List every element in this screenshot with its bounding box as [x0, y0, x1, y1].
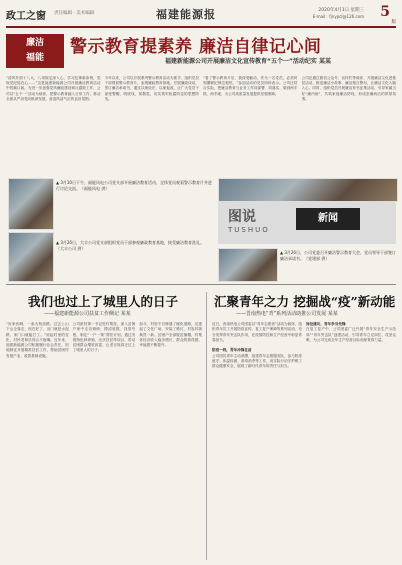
- lead-col-2: 今年以来，公司以开展系列警示教育活动为抓手，组织党员干部观看警示教育片，参观廉政教育基地，开展廉政谈话，签订廉洁承诺书，通过以案说法、以案促改，让广大党员干部受警醒、明底线、知敬畏，切实筑牢拒腐防变的思想防线。: [104, 76, 199, 101]
- issue-date: 2020年4月1日 星期三: [318, 8, 364, 13]
- left-col-1: “好家伙啊，一条大柏油路，过去上山下山全靠走，现在好了，出门就是水泥路，家门口就能打工。”说起村里的变化，村民老林乐得合不拢嘴。近年来，福建新能源公司积极履行社会责任，因地制宜开展精准扶贫工作，帮助贫困村发展产业、改善基础设施。: [6, 322, 69, 358]
- photo-1-caption: ▲ 3月10日下午，福能风电公司党支部开展廉洁教育活动，全体党员观看警示教育片并进行讨论交流。（福能风电 供）: [56, 180, 212, 191]
- logo-line2: 福能: [25, 53, 44, 63]
- photo-3: [218, 248, 278, 282]
- tushuo-tag: 新闻: [296, 208, 360, 230]
- left-col-3: 如今，村里不仅修通了硬化道路，还建起了文化广场、安装了路灯，村容村貌焕然一新。贫困户全部脱贫摘帽，村集体经济收入稳步增长，群众的获得感、幸福感不断提升。: [139, 322, 203, 348]
- section-divider: [6, 284, 396, 285]
- photo-2: [8, 232, 54, 282]
- right-subheading-2: 岗位建功，青年争当先锋: [306, 322, 346, 326]
- column-logo: [6, 34, 64, 68]
- right-article-body: [212, 322, 396, 560]
- right-article-subheadline: ——晋南热电“青”系列活动助推公司发展 某某: [236, 311, 338, 317]
- lead-col-4: 公司还通过微信公众号、宣传栏等载体，开展廉洁文化进基层活动，推送廉洁小故事、廉洁格言警句，让廉洁文化入脑入心。同时，组织党员开展廉洁家书征集活动，引导家属当好“廉内助”，共筑家庭廉洁防线，形成崇廉尚洁的浓厚氛围。: [301, 76, 396, 101]
- tushuo-english: TUSHUO: [228, 226, 270, 234]
- paper-name: 福建能源报: [156, 8, 216, 21]
- right-col-1b-text: 公司团员青年主动请缨，组建青年志愿服务队，参与防疫值守、体温检测、消毒消杀等工作，用实际行动守护职工群众健康安全，展现了新时代青年的责任与担当。: [212, 353, 302, 369]
- editor-line: 责任编辑 · 美术编辑: [54, 11, 95, 16]
- right-col-1: [212, 322, 302, 560]
- right-subheading-1: 防疫一线，青年冲锋在前: [212, 348, 252, 353]
- right-col-2: [306, 322, 396, 560]
- lead-col-3: “看了警示教育片后，我深受触动，作为一名党员，必须时刻绷紧纪律这根弦。”参加活动的党员纷纷表示。公司还结合实际，把廉洁教育与业务工作同部署、同落实，做到两手抓、两手硬，为公司高质量发展提供坚强保障。: [203, 76, 298, 96]
- left-article-headline: 我们也过上了城里人的日子: [28, 294, 179, 309]
- right-col-1-text: 近日，晋南热电公司团委以“青年志愿者”活动为载体，组织青年员工开展防疫宣传、复工复产保障等系列活动，充分发挥青年突击队作用，在疫情防控和生产经营中彰显青春担当。: [212, 322, 302, 342]
- lead-col-1: “清风扑面十八大，八项规定深入心，学习纪律新条例，党规党纪铭在心……”这是福建新能源公司开展廉洁教育活动中的顺口溜。为进一步加强党风廉政建设和反腐败工作，公司以“五个一”活动为载体，把警示教育融入日常工作，推动全面从严治党向纵深发展，营造风清气正的良好氛围。: [6, 76, 101, 101]
- left-article-body: [6, 322, 202, 560]
- lead-headline: 警示教育提素养 廉洁自律记心间: [70, 37, 322, 57]
- lead-subheadline: 福建新能源公司开展廉洁文化宣传教育“五个一”活动纪实 某某: [165, 58, 331, 65]
- left-col-2: 公司派驻第一书记驻村帮扶，深入贫困户家中走访调研，摸清底数，找准穷根，制定“一户一策”帮扶计划。通过发展特色种养殖、光伏扶贫等项目，带动贫困群众增收致富，让老百姓真正过上了城里人的日子。: [72, 322, 136, 353]
- left-article-subheadline: ——福建新能源公司扶贫工作侧记 某某: [44, 311, 131, 317]
- masthead: [6, 4, 396, 28]
- column-divider: [206, 292, 207, 560]
- logo-line1: 廉洁: [25, 38, 44, 48]
- section-name: 政工之窗: [6, 11, 46, 22]
- right-col-2-text: 在复工复产中，公司团委广泛开展“青年安全生产示范岗”“青年突击队”创建活动，引导青年立足岗位、攻坚克难，为公司完成全年生产经营目标贡献青春力量。: [306, 327, 396, 342]
- page-number: 5: [380, 4, 390, 20]
- tushuo-title: 图说: [228, 209, 256, 225]
- page-suffix: 版: [391, 20, 396, 25]
- photo-1: [8, 178, 54, 230]
- photo-3-caption: ▲ 3月26日，公司党委召开廉洁警示教育大会，党员领导干部签订廉洁承诺书。（党建部 供）: [280, 250, 396, 261]
- right-article-headline: 汇聚青年之力 挖掘战“疫”新动能: [214, 294, 396, 309]
- photo-top-right: [218, 178, 398, 202]
- lead-article-body: [6, 76, 396, 174]
- contact-email: E-mail：fjnypcl@126.com: [312, 14, 364, 19]
- photo-2-caption: ▲ 3月26日，大丰公司党支部组织党员干部参观廉政教育基地，接受廉洁教育洗礼。（大丰公司 供）: [56, 240, 204, 251]
